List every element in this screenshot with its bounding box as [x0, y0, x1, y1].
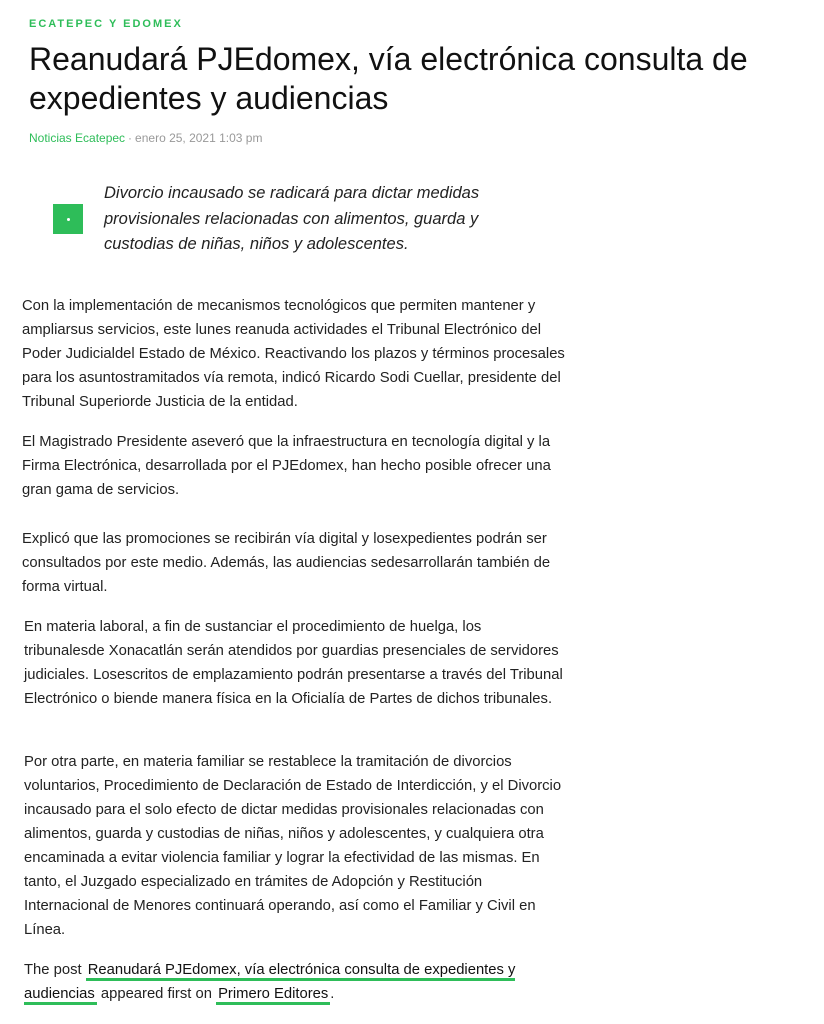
- meta-separator: ·: [128, 131, 133, 145]
- source-footer: [24, 958, 584, 1006]
- footer-middle: appeared first on: [100, 986, 212, 1002]
- site-link[interactable]: Primero Editores: [216, 986, 330, 1005]
- quote-marker-dot: [67, 218, 70, 221]
- pull-quote: Divorcio incausado se radicará para dictar medidas provisionales relacionadas con alimentos, guarda y custodias de niñas, niños y adolescentes.: [104, 184, 480, 253]
- footer-prefix: The post: [24, 962, 82, 978]
- post-link[interactable]: Reanudará PJEdomex, vía electrónica consulta de expedientes y audiencias: [24, 962, 515, 1005]
- quote-marker-icon: [53, 204, 83, 234]
- author-link[interactable]: Noticias Ecatepec: [29, 131, 126, 145]
- article-meta: [29, 131, 262, 145]
- paragraph-1: Con la implementación de mecanismos tecnológicos que permiten mantener y ampliarsus servicios, este lunes reanuda actividades el Tribunal Electrónico del Poder Judicialdel Estado de México. Reactivando los plazos y términos procesales para los asuntostramitados vía remota, indicó Ricardo Sodi Cuellar, presidente del Tribunal Superiorde Justicia de la entidad.: [22, 298, 565, 410]
- category-link[interactable]: ECATEPEC Y EDOMEX: [29, 18, 183, 30]
- footer-suffix: .: [330, 986, 335, 1002]
- paragraph-3: Explicó que las promociones se recibirán vía digital y losexpedientes podrán ser consultados por este medio. Además, las audiencias sedesarrollarán también de forma virtual.: [22, 531, 551, 595]
- paragraph-4: En materia laboral, a fin de sustanciar el procedimiento de huelga, los tribunalesde Xonacatlán serán atendidos por guardias presenciales de servidores judiciales. Losescritos de emplazamiento podrán presentarse a través del Tribunal Electrónico o biende manera física en la Oficialía de Partes de dichos tribunales.: [24, 619, 563, 707]
- publish-date: enero 25, 2021 1:03 pm: [135, 131, 263, 145]
- paragraph-2: El Magistrado Presidente aseveró que la infraestructura en tecnología digital y la Firma Electrónica, desarrollada por el PJEdomex, han hecho posible ofrecer una gran gama de servicios.: [22, 434, 551, 498]
- paragraph-5: Por otra parte, en materia familiar se restablece la tramitación de divorcios voluntarios, Procedimiento de Declaración de Estado de Interdicción, y el Divorcio incausado para el solo efecto de dictar medidas provisionales relacionadas con alimentos, guarda y custodias de niñas, niños y adolescentes, y cualquiera otra encaminada a evitar violencia familiar y lograr la efectividad de las mismas. En tanto, el Juzgado especializado en trámites de Adopción y Restitución Internacional de Menores continuará operando, así como el Familiar y Civil en Línea.: [24, 754, 562, 938]
- article-title: Reanudará PJEdomex, vía electrónica consulta de expedientes y audiencias: [29, 41, 748, 116]
